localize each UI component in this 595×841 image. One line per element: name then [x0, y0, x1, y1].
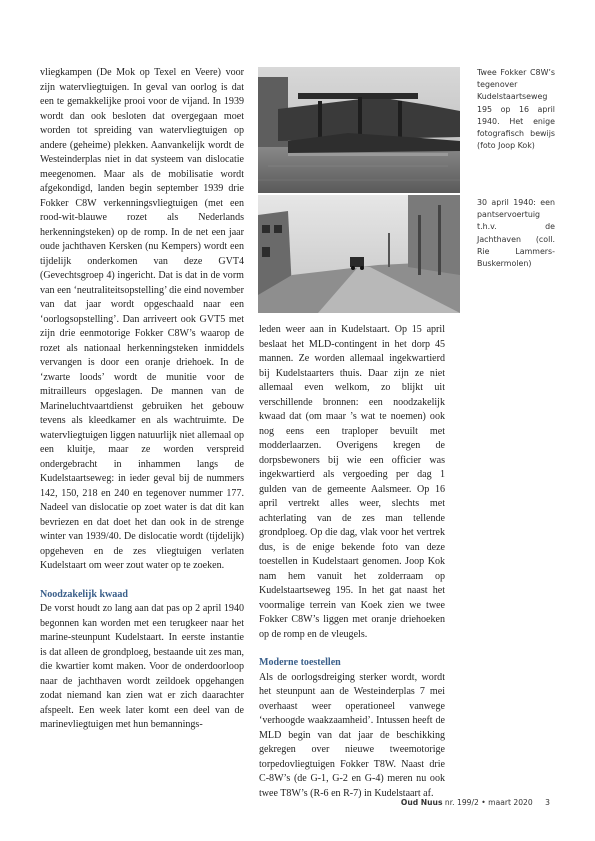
photo-street-image [258, 195, 460, 313]
section-heading-moderne-toestellen: Moderne toestellen [259, 657, 341, 668]
photo-armoured-vehicle-jachthaven [258, 195, 460, 313]
photo-caption-1: Twee Fokker C8W’s tegenover Kudelstaartseweg 195 op 16 april 1940. Het enige fotografisch bewijs (foto Joop Kok) [477, 68, 555, 151]
issue-info: nr. 199/2 • maart 2020 [444, 798, 533, 807]
paragraph: De vorst houdt zo lang aan dat pas op 2 april 1940 begonnen kan worden met een terugkeer naar het marine-steunpunt Kudelstaart. In eerste instantie is dat alleen de grondploeg, bestaande uit zes man, die kwartier komt maken. Voor de onderdoorloop naar de jachthaven wordt zeildoek opgehangen zodat niemand kan zien wat er zich daarachter afspeelt. Een week later komt een deel van de marinevliegtuigen met hun bemannings- [40, 603, 244, 730]
page-footer [401, 798, 550, 807]
section-heading-noodzakelijk-kwaad: Noodzakelijk kwaad [40, 588, 128, 600]
paragraph: vliegkampen (De Mok op Texel en Veere) voor zijn watervliegtuigen. In geval van oorlog is dat een te gemakkelijke prooi voor de vijand. In 1939 wordt dan ook besloten dat overgegaan moet worden tot spreiding van watervliegtuigen op andere (geheime) plekken. Aanvankelijk wordt de Westeinderplas niet in dat systeem van dislocatie meegenomen. Maar als de mobilisatie wordt afgekondigd, landen begin september 1939 drie Fokker C8W verkenningsvliegtuigen (met een rood-wit-blauwe rozet als Nederlands herkenningsteken) op de romp. In de net een jaar oude jachthaven Kersken (nu Kempers) wordt een tijdelijk onderkomen van deze GVT4 (Gevechtsgroep 4) ingericht. Dat is dat in de vorm van een ‘neutraliteitsopstelling’ die eind november van dat jaar wordt opgeschaald naar een ‘oorlogsopstelling’. Dan arriveert ook GVT5 met zijn drie eenmotorige Fokker C8W’s waarop de rozet als nationaal herkenningsteken inmiddels vervangen is door een oranje driehoek. In de ‘zwarte loods’ wordt de munitie voor de mitrailleurs opgeslagen. De mannen van de Marineluchtvaartdienst gebruiken het gebouw tevens als kleedkamer en als wachtruimte. De watervliegtuigen liggen natuurlijk niet allemaal op een kluitje, maar ze worden verspreid ondergebracht in inhammen langs de Kudelstaartseweg: in ieder geval bij de nummers 142, 150, 218 en 240 en tegenover nummer 177. Nadeel van dislocatie op zoet water is dat dit kan bevriezen en dat doet het dan ook in de strenge winter van 1939/40. De dislocatie wordt (tijdelijk) opgeheven en de zes vliegtuigen verlaten Kudelstaart om weer zout water op te zoeken. [40, 67, 244, 571]
paragraph: Als de oorlogsdreiging sterker wordt, wordt het steunpunt aan de Westeinderplas 7 mei overhaast weer operationeel vanwege ‘verhoogde waakzaamheid’. Intussen heeft de MLD begin van dat jaar de beschikking gekregen over nieuwe tweemotorige torpedovliegtuigen Fokker T8W. Naast drie C-8W’s (de G-1, G-2 en G-4) meren nu ook twee T8W’s (R-6 en R-7) in Kudelstaart af. [259, 671, 445, 799]
photo-caption-2: 30 april 1940: een pantservoertuig t.h.v. de Jachthaven (coll. Rie Lammers-Buskermolen) [477, 198, 555, 269]
photo-fokker-c8w-seaplanes [258, 67, 460, 193]
paragraph: leden weer aan in Kudelstaart. Op 15 april beslaat het MLD-contingent in het dorp 45 mannen. Ze worden allemaal ingekwartierd bij Kudelstaarters thuis. Daar zijn ze niet allemaal even welkom, zo blijkt uit verschillende bronnen: een noodzakelijk kwaad dat (om maar ’s wat te noemen) ook nog eens een traploper bevuilt met modderlaarzen. Overigens kregen de dorpsbewoners bij wie een officier was ingekwartierd als vergoeding per dag 1 gulden van de gemeente Aalsmeer. Op 16 april vertrekt alles weer, slechts met achterlating van de zes man tellende grondploeg. Op die dag, vlak voor het vertrek dus, is de enige bekende foto van deze toestellen in Kudelstaart genomen. Joop Kok nam hem vanuit het zolderraam op Kudelstaartseweg 195. In het gat naast het voormalige terrein van Koek zien we twee Fokker C8W’s liggen met oranje driehoeken op de romp en de vleugels. [259, 324, 445, 640]
photo-seaplanes-image [258, 67, 460, 193]
magazine-name: Oud Nuus [400, 798, 443, 807]
text-column-right [259, 323, 445, 801]
text-column-left [40, 66, 244, 733]
page-number: 3 [545, 798, 550, 807]
